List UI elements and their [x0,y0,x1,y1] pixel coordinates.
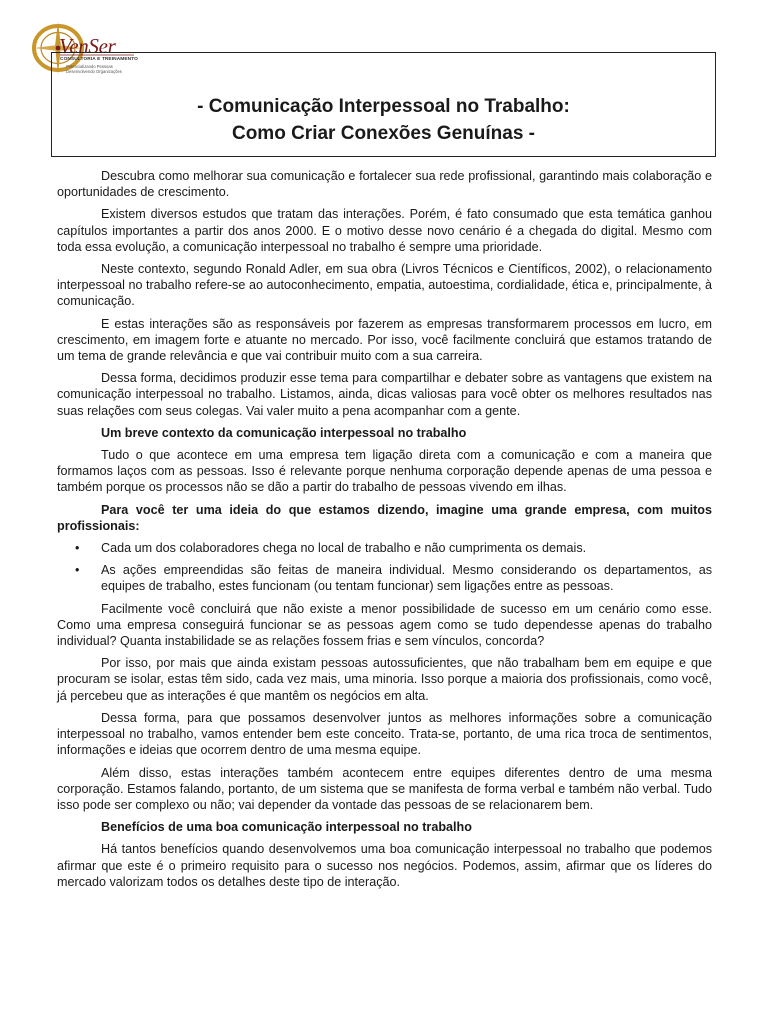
paragraph: E estas interações são as responsáveis por fazerem as empresas transformarem processos em lucro, em crescimento, em imagem forte e atuante no mercado. Por isso, você facilmente concluirá que estamos tratando de um tema de grande relevância e que vai contribuir muito com a sua carreira. [57,316,712,364]
paragraph: Há tantos benefícios quando desenvolvemos uma boa comunicação interpessoal no trabalho que podemos afirmar que este é o primeiro requisito para o sucesso nos negócios. Podemos, assim, afirmar que os líderes do mercado valorizam todos os detalhes deste tipo de interação. [57,842,712,889]
paragraph: Neste contexto, segundo Ronald Adler, em sua obra (Livros Técnicos e Científicos, 2002), o relacionamento interpessoal no trabalho refere-se ao autoconhecimento, empatia, autoestima, cordialidade, ética e, principalmente, à comunicação. [57,262,712,309]
bullet-list [57,540,712,595]
logo-subtitle: CONSULTORIA E TREINAMENTO [60,57,139,62]
paragraph: Dessa forma, para que possamos desenvolver juntos as melhores informações sobre a comunicação interpessoal no trabalho, vamos entender bem este conceito. Trata-se, portanto, de uma rica troca de sentimentos, informações e ideias que ocorrem dentro de uma mesma equipe. [57,710,712,758]
paragraph: Tudo o que acontece em uma empresa tem ligação direta com a comunicação e com a maneira que formamos laços com as pessoas. Isso é relevante porque nenhuma corporação depende apenas de uma pessoa e também porque os processos não se dão a partir do trabalho de pessoas vivendo em ilhas. [57,448,712,495]
list-item [57,562,712,594]
section-heading: Um breve contexto da comunicação interpessoal no trabalho [101,425,467,440]
bullet-icon: • [75,563,80,578]
document-title: - Comunicação Interpessoal no Trabalho: [197,96,570,117]
list-item [57,540,712,556]
logo-tagline: Desenvolvendo Organizações [66,69,122,74]
paragraph: Além disso, estas interações também acontecem entre equipes diferentes dentro de uma mesma corporação. Estamos falando, portanto, de um sistema que se manifesta de forma verbal e também não verbal. Tudo isso pode ser complexo ou não; vai depender da vontade das pessoas de se relacionarem bem. [57,765,712,812]
list-item-text: Cada um dos colaboradores chega no local de trabalho e não cumprimenta os demais. [101,541,587,556]
paragraph: Existem diversos estudos que tratam das interações. Porém, é fato consumado que esta temática ganhou capítulos importantes a partir dos anos 2000. E o motivo desse novo cenário é a chegada do digital. Mesmo com toda essa evolução, a comunicação interpessoal no trabalho é sempre uma prioridade. [57,207,712,254]
title-box [51,52,716,157]
bullet-icon: • [75,541,80,556]
paragraph: Descubra como melhorar sua comunicação e fortalecer sua rede profissional, garantindo mais colaboração e oportunidades de crescimento. [57,169,712,200]
document-subtitle: Como Criar Conexões Genuínas - [231,123,535,144]
logo-brand-name: VenSer [59,34,116,58]
document-body [57,168,712,896]
section-heading: Benefícios de uma boa comunicação interpessoal no trabalho [101,820,472,835]
logo-tagline: Potencializando Pessoas [66,64,113,69]
paragraph: Por isso, por mais que ainda existam pessoas autossuficientes, que não trabalham bem em equipe e que procuram se isolar, estas têm sido, cada vez mais, uma minoria. Isso porque a maioria dos profissionais, como você, já percebeu que as interações é que mantêm os negócios em alta. [57,656,712,703]
list-item-text: As ações empreendidas são feitas de maneira individual. Mesmo considerando os departamentos, as equipes de trabalho, estes funcionam (ou tentam funcionar) sem ligações entre as pessoas. [101,563,712,594]
paragraph: Dessa forma, decidimos produzir esse tema para compartilhar e debater sobre as vantagens que existem na comunicação interpessoal no trabalho. Listamos, ainda, dicas valiosas para você obter os melhores resultados nas suas relações com seus colegas. Vai valer muito a pena acompanhar com a gente. [57,371,712,418]
paragraph: Facilmente você concluirá que não existe a menor possibilidade de sucesso em um cenário como esse. Como uma empresa conseguirá funcionar se as pessoas agem como se tudo dependesse apenas do trabalho individual? Quanta instabilidade se as relações fossem frias e sem vínculos, concorda? [57,601,712,649]
bold-paragraph: Para você ter uma ideia do que estamos dizendo, imagine uma grande empresa, com muitos profissionais: [57,502,712,533]
